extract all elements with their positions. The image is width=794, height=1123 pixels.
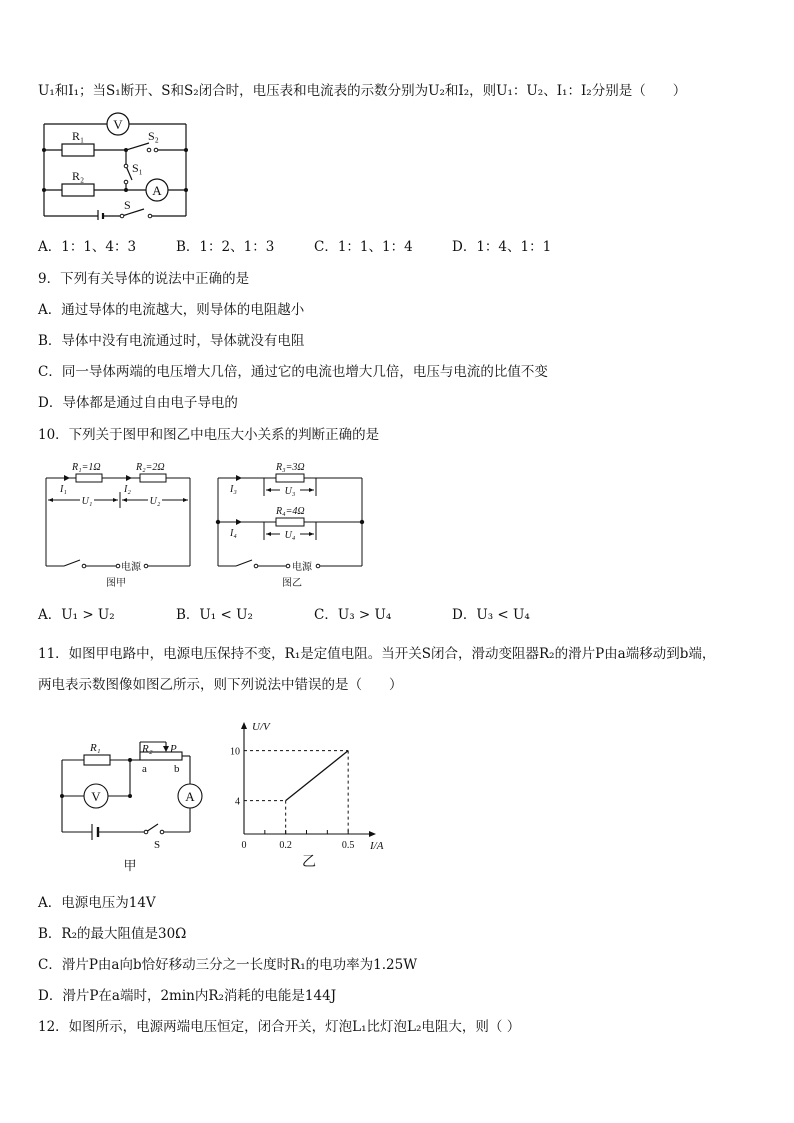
graph-caption: 乙 [302,855,316,868]
q10-option-d: D．U₃ < U₄ [452,607,530,623]
voltmeter-label: V [113,117,123,132]
q10-stem: 10．下列关于图甲和图乙中电压大小关系的判断正确的是 [38,427,380,443]
q9-option-a: A．通过导体的电流越大，则导体的电阻越小 [38,302,305,318]
q9-stem: 9．下列有关导体的说法中正确的是 [38,271,250,287]
q11-stem-line1: 11．如图甲电路中，电源电压保持不变，R₁是定值电阻。当开关S闭合，滑动变阻器R₂的滑片P由a端移动到b端， [38,646,716,662]
q11-p-label: P [170,743,177,755]
q8-circuit-diagram [34,110,204,220]
jia-i2-label: I₂ [124,484,131,495]
q8-option-c: C．1：1、1：4 [314,239,413,255]
q11-option-a: A．电源电压为14V [38,895,156,911]
q11-stem-line2: 两电表示数图像如图乙所示，则下列说法中错误的是（ ） [38,677,403,693]
s2-label: S₂ [148,129,159,143]
jia-source-label: 电源 [121,562,141,573]
q11-r1-label: R₁ [90,742,101,754]
q11-option-c: C．滑片P由a向b恰好移动三分之一长度时R₁的电功率为1.25W [38,957,418,973]
q9-option-c: C．同一导体两端的电压增大几倍，通过它的电流也增大几倍，电压与电流的比值不变 [38,364,548,380]
graph-ylabel: U/V [252,721,270,733]
q8-stem-continuation: U₁和I₁；当S₁断开、S和S₂闭合时，电压表和电流表的示数分别为U₂和I₂，则U₁：U₂、I₁：I₂分别是（ ） [38,83,687,99]
jia-u2-label: U₂ [149,496,161,507]
q10-figure-yi [212,456,372,592]
q9-option-b: B．导体中没有电流通过时，导体就没有电阻 [38,333,305,349]
q11-jia-caption: 甲 [123,858,137,873]
q11-voltmeter-label: V [91,789,101,804]
q10-figure-jia [40,456,200,592]
graph-x-arrow [369,831,376,837]
q11-option-d: D．滑片P在a端时，2min内R₂消耗的电能是144J [38,988,337,1004]
graph-xlabel: I/A [370,840,384,852]
q9-option-d: D．导体都是通过自由电子导电的 [38,395,238,411]
jia-r1-label: R₁=1Ω [72,462,101,473]
graph-y-tick-label: 10 [230,746,240,758]
jia-r2-label: R₂=2Ω [136,462,165,473]
graph-x-tick-label: 0.2 [279,840,292,851]
graph-y-tick-label: 4 [235,796,240,808]
graph-x-tick-label: 0.5 [341,840,355,851]
yi-i4-label: I₄ [230,528,237,539]
q8-option-d: D．1：4、1：1 [452,239,552,255]
yi-caption: 图乙 [282,578,302,589]
q11-ammeter-label: A [185,789,195,804]
yi-u3-label: U₃ [284,486,296,497]
yi-r3-label: R₃=3Ω [276,462,305,473]
q10-option-b: B．U₁ < U₂ [176,607,253,623]
graph-y-arrow [241,722,247,729]
jia-caption: 图甲 [106,578,126,589]
r1-label: R₁ [72,129,85,143]
q11-circuit-jia [54,730,214,880]
q11-graph-yi [224,718,404,868]
q10-option-c: C．U₃ > U₄ [314,607,392,623]
yi-source-label: 电源 [292,562,312,573]
q10-option-a: A．U₁ > U₂ [38,607,115,623]
q11-b-label: b [174,763,180,775]
q11-option-b: B．R₂的最大阻值是30Ω [38,926,187,942]
graph-origin: 0 [241,840,247,851]
jia-i1-label: I₁ [60,484,67,495]
r2-label: R₂ [72,169,85,183]
jia-u1-label: U₁ [81,496,93,507]
q8-option-b: B．1：2、1：3 [176,239,275,255]
yi-u4-label: U₄ [284,530,296,541]
q11-a-label: a [142,763,147,775]
graph-series-line [286,751,349,801]
q8-option-a: A．1：1、4：3 [38,239,137,255]
yi-r4-label: R₄=4Ω [276,506,305,517]
yi-i3-label: I₃ [230,484,237,495]
ammeter-label: A [152,183,162,198]
q11-r2-label: R₂ [142,743,153,755]
s1-label: S₁ [132,161,143,175]
s-label: S [124,198,131,212]
q12-stem: 12．如图所示，电源两端电压恒定，闭合开关，灯泡L₁比灯泡L₂电阻大，则（ ） [38,1019,521,1035]
q11-s-label: S [154,839,161,851]
